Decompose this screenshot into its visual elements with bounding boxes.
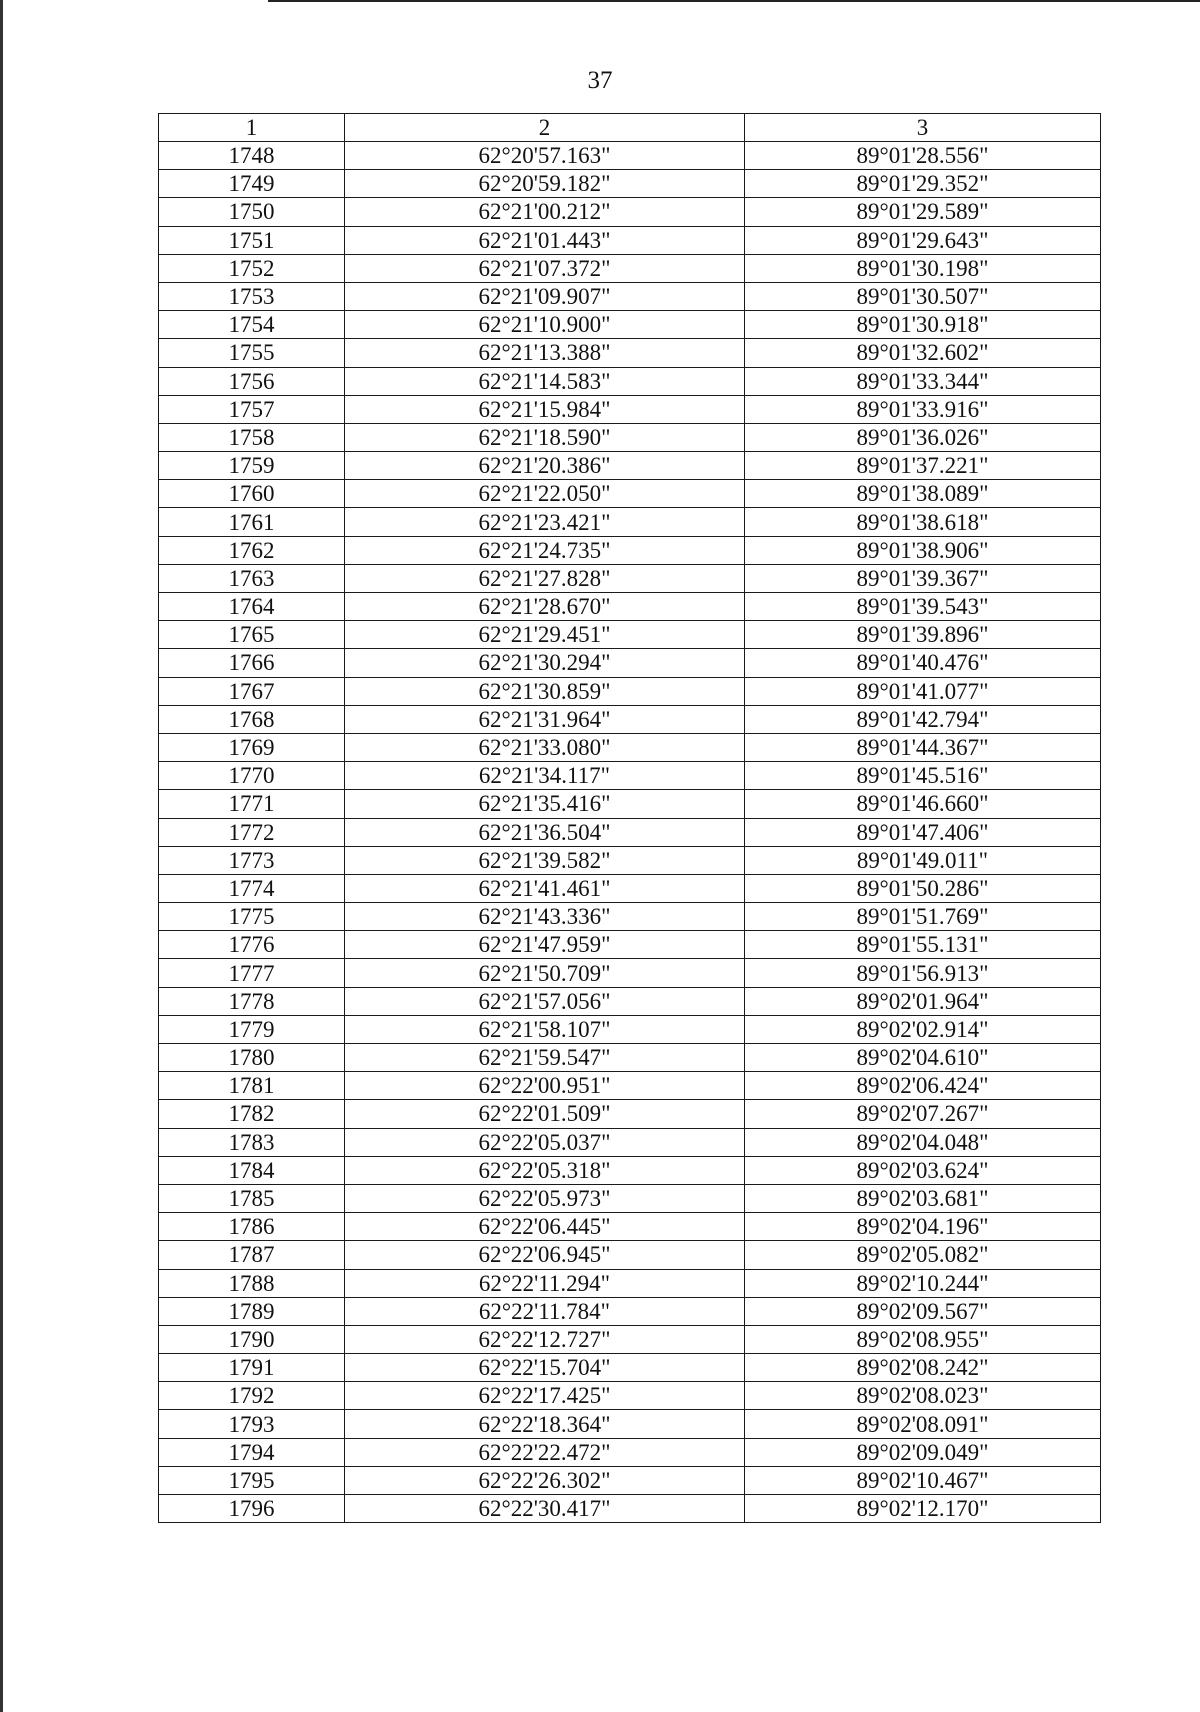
latitude-cell: 62°22'06.445" — [345, 1213, 745, 1241]
table-row — [159, 1325, 1101, 1353]
latitude-cell: 62°21'31.964" — [345, 705, 745, 733]
longitude-cell: 89°02'08.955" — [745, 1325, 1101, 1353]
latitude-cell: 62°22'30.417" — [345, 1495, 745, 1523]
longitude-cell: 89°01'56.913" — [745, 959, 1101, 987]
latitude-cell: 62°21'57.056" — [345, 987, 745, 1015]
table-row — [159, 1184, 1101, 1212]
latitude-cell: 62°21'28.670" — [345, 593, 745, 621]
table-row — [159, 282, 1101, 310]
point-number-cell: 1752 — [159, 254, 345, 282]
table-row — [159, 705, 1101, 733]
table-row — [159, 733, 1101, 761]
point-number-cell: 1761 — [159, 508, 345, 536]
latitude-cell: 62°22'15.704" — [345, 1354, 745, 1382]
latitude-cell: 62°22'05.973" — [345, 1184, 745, 1212]
latitude-cell: 62°22'05.037" — [345, 1128, 745, 1156]
point-number-cell: 1790 — [159, 1325, 345, 1353]
table-row — [159, 903, 1101, 931]
longitude-cell: 89°01'37.221" — [745, 452, 1101, 480]
table-row — [159, 790, 1101, 818]
table-row — [159, 142, 1101, 170]
table-row — [159, 1382, 1101, 1410]
point-number-cell: 1768 — [159, 705, 345, 733]
latitude-cell: 62°21'36.504" — [345, 818, 745, 846]
top-edge-rule — [268, 0, 1200, 2]
latitude-cell: 62°22'06.945" — [345, 1241, 745, 1269]
point-number-cell: 1773 — [159, 846, 345, 874]
latitude-cell: 62°21'22.050" — [345, 480, 745, 508]
latitude-cell: 62°22'05.318" — [345, 1156, 745, 1184]
table-row — [159, 311, 1101, 339]
longitude-cell: 89°02'10.244" — [745, 1269, 1101, 1297]
latitude-cell: 62°21'23.421" — [345, 508, 745, 536]
point-number-cell: 1786 — [159, 1213, 345, 1241]
table-row — [159, 480, 1101, 508]
latitude-cell: 62°21'30.294" — [345, 649, 745, 677]
point-number-cell: 1792 — [159, 1382, 345, 1410]
latitude-cell: 62°21'58.107" — [345, 1015, 745, 1043]
longitude-cell: 89°02'04.048" — [745, 1128, 1101, 1156]
longitude-cell: 89°01'49.011" — [745, 846, 1101, 874]
latitude-cell: 62°21'15.984" — [345, 395, 745, 423]
point-number-cell: 1762 — [159, 536, 345, 564]
left-page-edge — [0, 0, 3, 1712]
longitude-cell: 89°02'12.170" — [745, 1495, 1101, 1523]
longitude-cell: 89°01'41.077" — [745, 677, 1101, 705]
table-row — [159, 1241, 1101, 1269]
latitude-cell: 62°20'59.182" — [345, 170, 745, 198]
point-number-cell: 1765 — [159, 621, 345, 649]
point-number-cell: 1766 — [159, 649, 345, 677]
longitude-cell: 89°01'38.618" — [745, 508, 1101, 536]
latitude-cell: 62°21'34.117" — [345, 762, 745, 790]
latitude-cell: 62°22'18.364" — [345, 1410, 745, 1438]
longitude-cell: 89°01'55.131" — [745, 931, 1101, 959]
longitude-cell: 89°02'09.049" — [745, 1438, 1101, 1466]
longitude-cell: 89°02'08.023" — [745, 1382, 1101, 1410]
table-row — [159, 170, 1101, 198]
point-number-cell: 1771 — [159, 790, 345, 818]
point-number-cell: 1759 — [159, 452, 345, 480]
point-number-cell: 1777 — [159, 959, 345, 987]
point-number-cell: 1756 — [159, 367, 345, 395]
table-row — [159, 508, 1101, 536]
longitude-cell: 89°02'05.082" — [745, 1241, 1101, 1269]
column-header-1: 1 — [159, 114, 345, 142]
longitude-cell: 89°01'38.906" — [745, 536, 1101, 564]
point-number-cell: 1758 — [159, 423, 345, 451]
table-row — [159, 339, 1101, 367]
latitude-cell: 62°21'01.443" — [345, 226, 745, 254]
point-number-cell: 1783 — [159, 1128, 345, 1156]
point-number-cell: 1749 — [159, 170, 345, 198]
point-number-cell: 1796 — [159, 1495, 345, 1523]
point-number-cell: 1770 — [159, 762, 345, 790]
longitude-cell: 89°01'29.589" — [745, 198, 1101, 226]
longitude-cell: 89°02'06.424" — [745, 1072, 1101, 1100]
table-row — [159, 1297, 1101, 1325]
latitude-cell: 62°21'33.080" — [345, 733, 745, 761]
longitude-cell: 89°01'44.367" — [745, 733, 1101, 761]
point-number-cell: 1780 — [159, 1044, 345, 1072]
table-row — [159, 762, 1101, 790]
table-row — [159, 1438, 1101, 1466]
point-number-cell: 1772 — [159, 818, 345, 846]
point-number-cell: 1793 — [159, 1410, 345, 1438]
longitude-cell: 89°02'07.267" — [745, 1100, 1101, 1128]
longitude-cell: 89°01'50.286" — [745, 874, 1101, 902]
longitude-cell: 89°02'08.091" — [745, 1410, 1101, 1438]
longitude-cell: 89°01'29.643" — [745, 226, 1101, 254]
longitude-cell: 89°02'04.610" — [745, 1044, 1101, 1072]
table-row — [159, 1495, 1101, 1523]
table-row — [159, 452, 1101, 480]
longitude-cell: 89°02'01.964" — [745, 987, 1101, 1015]
longitude-cell: 89°01'40.476" — [745, 649, 1101, 677]
longitude-cell: 89°01'32.602" — [745, 339, 1101, 367]
table-row — [159, 1015, 1101, 1043]
longitude-cell: 89°01'47.406" — [745, 818, 1101, 846]
table-row — [159, 395, 1101, 423]
table-body — [159, 142, 1101, 1523]
point-number-cell: 1782 — [159, 1100, 345, 1128]
latitude-cell: 62°22'12.727" — [345, 1325, 745, 1353]
latitude-cell: 62°21'43.336" — [345, 903, 745, 931]
point-number-cell: 1784 — [159, 1156, 345, 1184]
point-number-cell: 1779 — [159, 1015, 345, 1043]
latitude-cell: 62°22'17.425" — [345, 1382, 745, 1410]
longitude-cell: 89°01'33.344" — [745, 367, 1101, 395]
point-number-cell: 1776 — [159, 931, 345, 959]
latitude-cell: 62°22'22.472" — [345, 1438, 745, 1466]
longitude-cell: 89°02'10.467" — [745, 1466, 1101, 1494]
point-number-cell: 1760 — [159, 480, 345, 508]
table-row — [159, 1156, 1101, 1184]
longitude-cell: 89°01'28.556" — [745, 142, 1101, 170]
table-row — [159, 1466, 1101, 1494]
latitude-cell: 62°21'14.583" — [345, 367, 745, 395]
latitude-cell: 62°21'20.386" — [345, 452, 745, 480]
point-number-cell: 1767 — [159, 677, 345, 705]
coordinates-table — [158, 113, 1101, 1523]
latitude-cell: 62°21'39.582" — [345, 846, 745, 874]
latitude-cell: 62°21'10.900" — [345, 311, 745, 339]
latitude-cell: 62°21'29.451" — [345, 621, 745, 649]
latitude-cell: 62°21'30.859" — [345, 677, 745, 705]
table-row — [159, 226, 1101, 254]
point-number-cell: 1778 — [159, 987, 345, 1015]
table-row — [159, 1128, 1101, 1156]
latitude-cell: 62°21'35.416" — [345, 790, 745, 818]
point-number-cell: 1754 — [159, 311, 345, 339]
table-row — [159, 1354, 1101, 1382]
table-row — [159, 818, 1101, 846]
latitude-cell: 62°20'57.163" — [345, 142, 745, 170]
longitude-cell: 89°02'03.681" — [745, 1184, 1101, 1212]
table-row — [159, 677, 1101, 705]
longitude-cell: 89°02'02.914" — [745, 1015, 1101, 1043]
table-row — [159, 987, 1101, 1015]
page-number: 37 — [587, 67, 613, 94]
longitude-cell: 89°02'08.242" — [745, 1354, 1101, 1382]
longitude-cell: 89°01'33.916" — [745, 395, 1101, 423]
point-number-cell: 1769 — [159, 733, 345, 761]
table-row — [159, 423, 1101, 451]
table-row — [159, 536, 1101, 564]
point-number-cell: 1785 — [159, 1184, 345, 1212]
point-number-cell: 1794 — [159, 1438, 345, 1466]
table-row — [159, 874, 1101, 902]
latitude-cell: 62°21'41.461" — [345, 874, 745, 902]
point-number-cell: 1757 — [159, 395, 345, 423]
point-number-cell: 1755 — [159, 339, 345, 367]
latitude-cell: 62°21'18.590" — [345, 423, 745, 451]
point-number-cell: 1781 — [159, 1072, 345, 1100]
latitude-cell: 62°21'07.372" — [345, 254, 745, 282]
point-number-cell: 1787 — [159, 1241, 345, 1269]
point-number-cell: 1774 — [159, 874, 345, 902]
latitude-cell: 62°21'09.907" — [345, 282, 745, 310]
table-row — [159, 254, 1101, 282]
latitude-cell: 62°22'11.294" — [345, 1269, 745, 1297]
longitude-cell: 89°01'30.507" — [745, 282, 1101, 310]
point-number-cell: 1795 — [159, 1466, 345, 1494]
longitude-cell: 89°01'42.794" — [745, 705, 1101, 733]
table-row — [159, 959, 1101, 987]
point-number-cell: 1789 — [159, 1297, 345, 1325]
point-number-cell: 1751 — [159, 226, 345, 254]
longitude-cell: 89°02'09.567" — [745, 1297, 1101, 1325]
table-row — [159, 1213, 1101, 1241]
longitude-cell: 89°01'36.026" — [745, 423, 1101, 451]
longitude-cell: 89°01'45.516" — [745, 762, 1101, 790]
header-row — [159, 114, 1101, 142]
longitude-cell: 89°02'04.196" — [745, 1213, 1101, 1241]
longitude-cell: 89°01'29.352" — [745, 170, 1101, 198]
latitude-cell: 62°21'27.828" — [345, 564, 745, 592]
longitude-cell: 89°01'30.918" — [745, 311, 1101, 339]
latitude-cell: 62°22'01.509" — [345, 1100, 745, 1128]
latitude-cell: 62°21'24.735" — [345, 536, 745, 564]
table-row — [159, 1269, 1101, 1297]
point-number-cell: 1748 — [159, 142, 345, 170]
point-number-cell: 1750 — [159, 198, 345, 226]
latitude-cell: 62°22'00.951" — [345, 1072, 745, 1100]
point-number-cell: 1764 — [159, 593, 345, 621]
longitude-cell: 89°01'39.543" — [745, 593, 1101, 621]
latitude-cell: 62°21'00.212" — [345, 198, 745, 226]
longitude-cell: 89°01'39.367" — [745, 564, 1101, 592]
latitude-cell: 62°21'13.388" — [345, 339, 745, 367]
latitude-cell: 62°22'26.302" — [345, 1466, 745, 1494]
table-row — [159, 846, 1101, 874]
table-row — [159, 649, 1101, 677]
longitude-cell: 89°01'30.198" — [745, 254, 1101, 282]
longitude-cell: 89°01'46.660" — [745, 790, 1101, 818]
table-row — [159, 198, 1101, 226]
table-row — [159, 931, 1101, 959]
table-row — [159, 564, 1101, 592]
point-number-cell: 1791 — [159, 1354, 345, 1382]
table-row — [159, 367, 1101, 395]
latitude-cell: 62°22'11.784" — [345, 1297, 745, 1325]
longitude-cell: 89°01'51.769" — [745, 903, 1101, 931]
point-number-cell: 1753 — [159, 282, 345, 310]
table-row — [159, 621, 1101, 649]
latitude-cell: 62°21'50.709" — [345, 959, 745, 987]
table-row — [159, 1072, 1101, 1100]
table-row — [159, 1044, 1101, 1072]
table-row — [159, 1410, 1101, 1438]
latitude-cell: 62°21'59.547" — [345, 1044, 745, 1072]
column-header-3: 3 — [745, 114, 1101, 142]
longitude-cell: 89°01'38.089" — [745, 480, 1101, 508]
longitude-cell: 89°01'39.896" — [745, 621, 1101, 649]
table-row — [159, 1100, 1101, 1128]
table-header — [159, 114, 1101, 142]
point-number-cell: 1788 — [159, 1269, 345, 1297]
point-number-cell: 1763 — [159, 564, 345, 592]
point-number-cell: 1775 — [159, 903, 345, 931]
latitude-cell: 62°21'47.959" — [345, 931, 745, 959]
column-header-2: 2 — [345, 114, 745, 142]
table-row — [159, 593, 1101, 621]
longitude-cell: 89°02'03.624" — [745, 1156, 1101, 1184]
